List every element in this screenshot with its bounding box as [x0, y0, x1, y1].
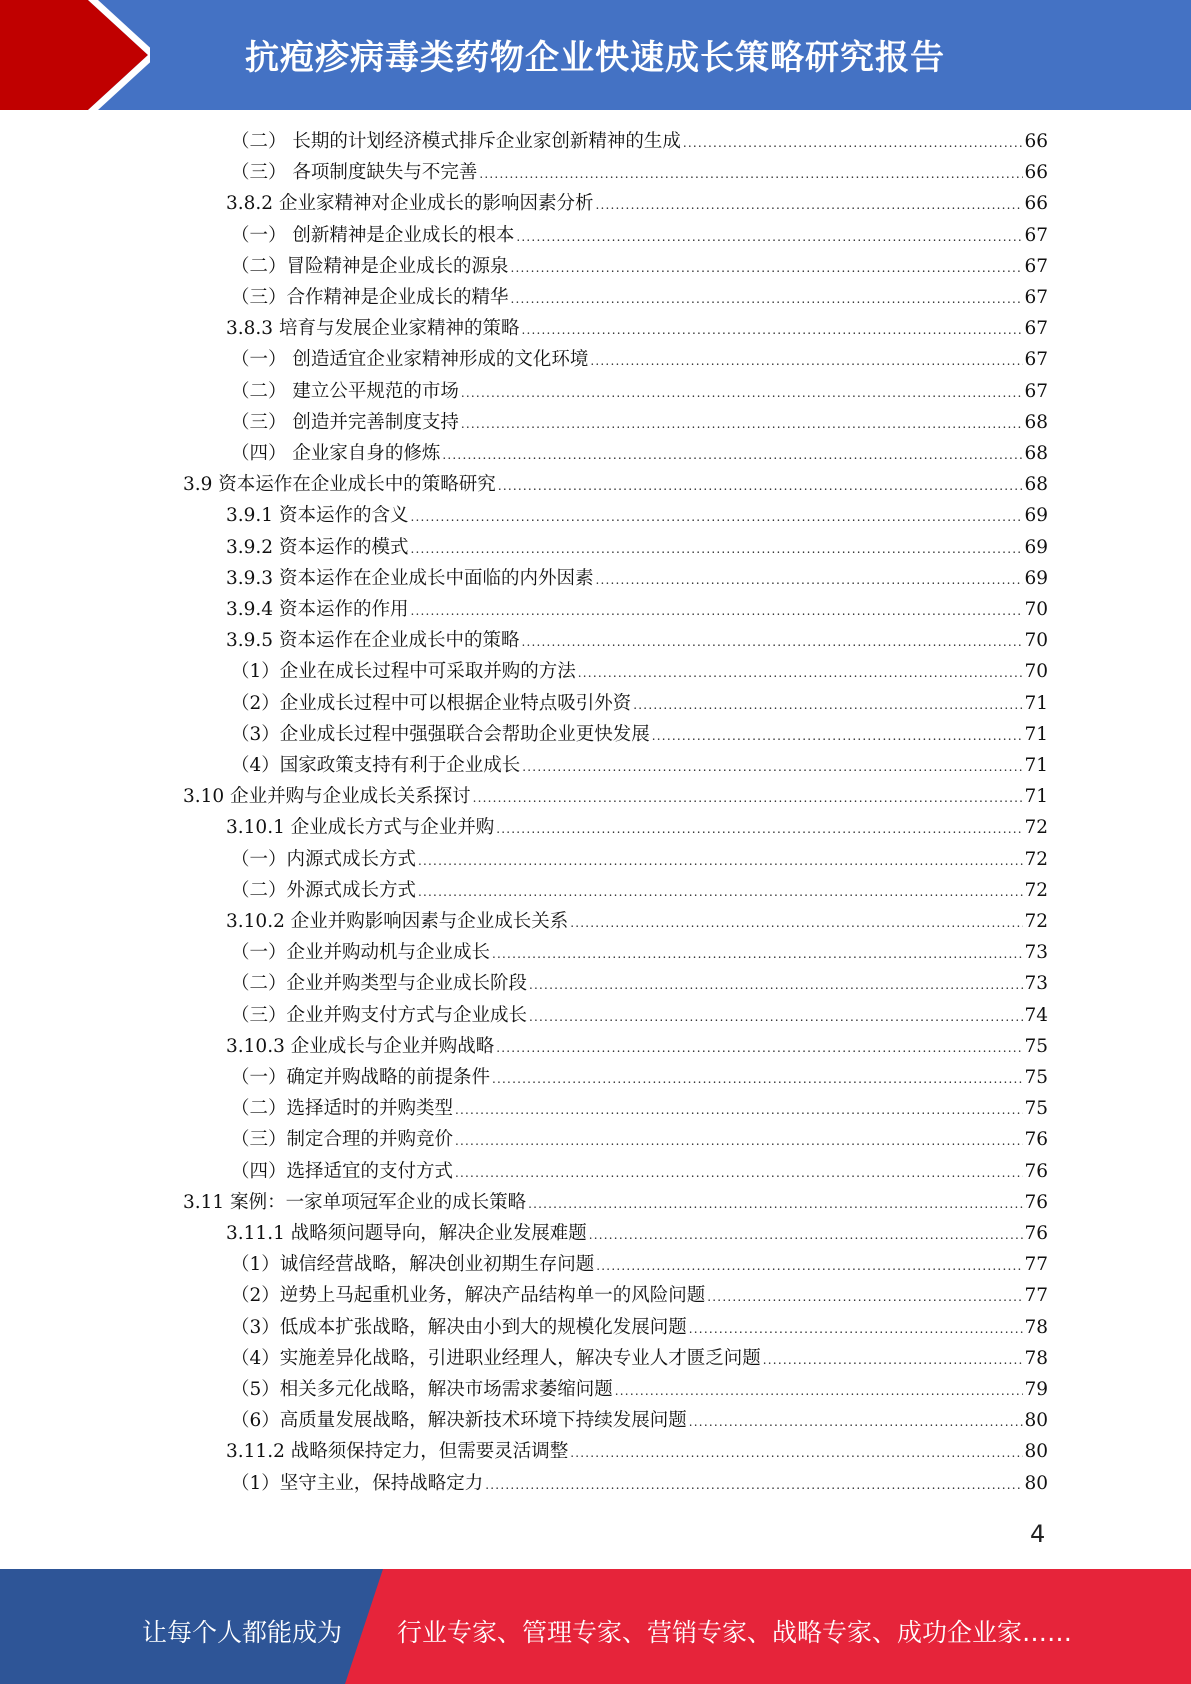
toc-entry[interactable] — [226, 1438, 1048, 1466]
toc-entry[interactable] — [231, 658, 1048, 686]
toc-entry-page: 77 — [1024, 1285, 1048, 1307]
toc-entry-page: 67 — [1024, 255, 1048, 277]
toc-entry-title: （四） 企业家自身的修炼 — [231, 443, 441, 464]
toc-entry[interactable] — [231, 1314, 1048, 1342]
toc-entry-title: （二）冒险精神是企业成长的源泉 — [231, 255, 509, 277]
toc-entry[interactable] — [226, 814, 1048, 842]
toc-leader-dots — [578, 659, 1024, 687]
toc-entry[interactable] — [231, 346, 1048, 374]
toc-entry-title: （2）逆势上马起重机业务，解决产品结构单一的风险问题 — [231, 1285, 706, 1307]
toc-entry-page: 70 — [1024, 599, 1048, 620]
toc-entry-title: （2）企业成长过程中可以根据企业特点吸引外资 — [231, 692, 632, 714]
toc-entry-page: 73 — [1024, 973, 1048, 995]
toc-entry-title: （3）低成本扩张战略，解决由小到大的规模化发展问题 — [231, 1316, 687, 1338]
toc-entry-title: （一）企业并购动机与企业成长 — [231, 942, 491, 964]
toc-leader-dots — [689, 1315, 1024, 1343]
toc-leader-dots — [410, 503, 1023, 531]
toc-leader-dots — [522, 753, 1023, 781]
toc-leader-dots — [410, 597, 1023, 625]
toc-entry-title: 3.10 企业并购与企业成长关系探讨 — [183, 786, 471, 808]
toc-leader-dots — [590, 347, 1023, 375]
toc-entry[interactable] — [231, 877, 1048, 905]
toc-entry-title: （4）国家政策支持有利于企业成长 — [231, 755, 521, 776]
toc-entry[interactable] — [226, 1220, 1048, 1248]
toc-leader-dots — [418, 878, 1023, 906]
toc-entry-title: （6）高质量发展战略，解决新技术环境下持续发展问题 — [231, 1410, 687, 1432]
toc-entry[interactable] — [231, 1002, 1048, 1030]
toc-entry-title: 3.11.1 战略须问题导向，解决企业发展难题 — [226, 1223, 587, 1244]
toc-entry[interactable] — [226, 627, 1048, 655]
toc-entry-title: （一） 创新精神是企业成长的根本 — [231, 224, 515, 246]
toc-entry[interactable] — [231, 284, 1048, 312]
page-number: 4 — [1030, 1520, 1046, 1548]
toc-entry-title: 3.8.3 培育与发展企业家精神的策略 — [226, 318, 520, 340]
toc-entry-title: 3.11 案例：一家单项冠军企业的成长策略 — [183, 1191, 527, 1213]
toc-entry[interactable] — [231, 222, 1048, 250]
toc-entry-page: 78 — [1024, 1316, 1048, 1338]
toc-entry-page: 76 — [1024, 1223, 1048, 1244]
toc-entry-title: （三）制定合理的并购竞价 — [231, 1129, 454, 1151]
toc-leader-dots — [570, 909, 1023, 937]
toc-entry[interactable] — [226, 565, 1048, 593]
toc-entry-page: 67 — [1024, 380, 1048, 402]
page-header — [0, 0, 1191, 110]
toc-leader-dots — [511, 285, 1024, 313]
toc-entry-title: 3.9.5 资本运作在企业成长中的策略 — [226, 630, 520, 652]
toc-entry[interactable] — [226, 596, 1048, 624]
toc-entry[interactable] — [231, 159, 1048, 187]
toc-entry-page: 68 — [1024, 474, 1048, 496]
toc-entry-title: （二）选择适时的并购类型 — [231, 1098, 454, 1120]
toc-leader-dots — [529, 1003, 1023, 1031]
toc-entry[interactable] — [231, 1376, 1048, 1404]
toc-entry[interactable] — [183, 783, 1048, 811]
toc-entry-page: 71 — [1024, 692, 1048, 714]
toc-leader-dots — [615, 1377, 1024, 1405]
toc-entry-title: 3.11.2 战略须保持定力，但需要灵活调整 — [226, 1441, 569, 1463]
toc-entry-page: 67 — [1024, 349, 1048, 371]
footer-slogan-left: 让每个人都能成为 — [142, 1618, 343, 1647]
toc-entry-page: 69 — [1024, 536, 1048, 558]
toc-entry[interactable] — [231, 721, 1048, 749]
toc-leader-dots — [596, 1252, 1023, 1280]
toc-leader-dots — [511, 254, 1024, 282]
toc-leader-dots — [479, 160, 1023, 188]
toc-leader-dots — [461, 379, 1024, 407]
toc-entry-page: 80 — [1024, 1410, 1048, 1432]
toc-entry-page: 68 — [1024, 411, 1048, 433]
toc-entry[interactable] — [231, 1282, 1048, 1310]
toc-entry-title: 3.10.3 企业成长与企业并购战略 — [226, 1035, 495, 1057]
toc-leader-dots — [521, 628, 1023, 656]
toc-entry-title: （三）企业并购支付方式与企业成长 — [231, 1004, 528, 1026]
toc-leader-dots — [485, 1471, 1023, 1499]
toc-leader-dots — [689, 1408, 1024, 1436]
toc-leader-dots — [652, 722, 1024, 750]
toc-entry[interactable] — [231, 1064, 1048, 1092]
toc-entry[interactable] — [226, 908, 1048, 936]
toc-entry-page: 69 — [1024, 567, 1048, 589]
toc-leader-dots — [516, 223, 1023, 251]
toc-entry-page: 71 — [1024, 755, 1048, 776]
toc-entry-title: （1）诚信经营战略，解决创业初期生存问题 — [231, 1254, 595, 1276]
toc-entry-title: （一）确定并购战略的前提条件 — [231, 1067, 491, 1088]
toc-entry-page: 74 — [1024, 1004, 1048, 1026]
toc-entry-page: 67 — [1024, 287, 1048, 308]
toc-entry-page: 67 — [1024, 224, 1048, 246]
toc-leader-dots — [496, 1034, 1023, 1062]
toc-entry-title: （二）外源式成长方式 — [231, 879, 417, 901]
toc-entry-page: 75 — [1024, 1098, 1048, 1120]
toc-entry-title: 3.9.4 资本运作的作用 — [226, 599, 409, 620]
toc-entry-page: 79 — [1024, 1379, 1048, 1400]
toc-leader-dots — [498, 472, 1024, 500]
toc-entry-title: （4）实施差异化战略，引进职业经理人，解决专业人才匮乏问题 — [231, 1347, 761, 1369]
toc-entry[interactable] — [231, 690, 1048, 718]
toc-leader-dots — [410, 535, 1023, 563]
toc-leader-dots — [473, 784, 1024, 812]
toc-entry-title: （二） 建立公平规范的市场 — [231, 380, 459, 402]
toc-entry-page: 68 — [1024, 443, 1048, 464]
toc-entry[interactable] — [183, 471, 1048, 499]
toc-entry[interactable] — [226, 1033, 1048, 1061]
toc-entry[interactable] — [231, 253, 1048, 281]
toc-entry-title: （二） 长期的计划经济模式排斥企业家创新精神的生成 — [231, 131, 681, 152]
toc-entry[interactable] — [231, 1345, 1048, 1373]
toc-entry-page: 70 — [1024, 630, 1048, 652]
toc-entry-page: 72 — [1024, 817, 1048, 839]
toc-entry[interactable] — [231, 846, 1048, 874]
toc-entry[interactable] — [231, 1095, 1048, 1123]
toc-leader-dots — [707, 1283, 1023, 1311]
toc-leader-dots — [492, 1065, 1023, 1093]
toc-entry-page: 73 — [1024, 942, 1048, 964]
toc-leader-dots — [455, 1159, 1023, 1187]
toc-entry-page: 66 — [1024, 193, 1048, 215]
toc-leader-dots — [496, 815, 1023, 843]
toc-entry-title: 3.9.2 资本运作的模式 — [226, 536, 409, 558]
toc-entry-page: 71 — [1024, 786, 1048, 808]
toc-entry-title: 3.10.2 企业并购影响因素与企业成长关系 — [226, 911, 569, 932]
toc-entry-page: 75 — [1024, 1067, 1048, 1088]
toc-leader-dots — [455, 1127, 1023, 1155]
toc-entry[interactable] — [231, 378, 1048, 406]
footer-slogan-right: 行业专家、管理专家、营销专家、战略专家、成功企业家…… — [397, 1618, 1073, 1647]
toc-entry[interactable] — [231, 1158, 1048, 1186]
toc-entry[interactable] — [231, 1126, 1048, 1154]
toc-entry-page: 80 — [1024, 1441, 1048, 1463]
toc-leader-dots — [461, 410, 1024, 438]
toc-entry-page: 67 — [1024, 318, 1048, 340]
toc-entry[interactable] — [226, 502, 1048, 530]
toc-entry-page: 72 — [1024, 879, 1048, 901]
toc-entry[interactable] — [231, 128, 1048, 156]
toc-entry-title: 3.9.3 资本运作在企业成长中面临的内外因素 — [226, 567, 594, 589]
report-title: 抗疱疹病毒类药物企业快速成长策略研究报告 — [245, 38, 945, 78]
toc-entry-title: 3.9.1 资本运作的含义 — [226, 505, 409, 527]
toc-leader-dots — [455, 1096, 1023, 1124]
toc-entry-title: （3）企业成长过程中强强联合会帮助企业更快发展 — [231, 723, 650, 745]
toc-entry-page: 69 — [1024, 505, 1048, 527]
toc-leader-dots — [595, 566, 1023, 594]
toc-entry[interactable] — [226, 190, 1048, 218]
toc-entry[interactable] — [231, 939, 1048, 967]
toc-leader-dots — [570, 1439, 1023, 1467]
toc-entry[interactable] — [231, 970, 1048, 998]
toc-entry-page: 72 — [1024, 911, 1048, 932]
toc-entry[interactable] — [183, 1189, 1048, 1217]
toc-entry-title: 3.10.1 企业成长方式与企业并购 — [226, 817, 495, 839]
toc-entry-title: （1）企业在成长过程中可采取并购的方法 — [231, 661, 576, 683]
toc-entry-title: （四）选择适宜的支付方式 — [231, 1160, 454, 1182]
toc-entry-title: （1）坚守主业，保持战略定力 — [231, 1472, 484, 1494]
toc-entry[interactable] — [226, 315, 1048, 343]
toc-leader-dots — [529, 971, 1023, 999]
toc-entry[interactable] — [231, 1407, 1048, 1435]
toc-leader-dots — [763, 1346, 1024, 1374]
toc-entry-page: 76 — [1024, 1160, 1048, 1182]
toc-entry-title: 3.9 资本运作在企业成长中的策略研究 — [183, 474, 496, 496]
toc-entry-title: （二）企业并购类型与企业成长阶段 — [231, 973, 528, 995]
toc-entry-title: （5）相关多元化战略，解决市场需求萎缩问题 — [231, 1379, 613, 1400]
toc-entry-title: （三）合作精神是企业成长的精华 — [231, 287, 509, 308]
toc-entry-page: 70 — [1024, 661, 1048, 683]
toc-leader-dots — [442, 441, 1023, 469]
toc-entry[interactable] — [226, 534, 1048, 562]
toc-entry-page: 76 — [1024, 1129, 1048, 1151]
toc-entry-page: 75 — [1024, 1035, 1048, 1057]
toc-leader-dots — [633, 691, 1023, 719]
toc-entry-title: （三） 创造并完善制度支持 — [231, 411, 459, 433]
toc-entry[interactable] — [231, 440, 1048, 468]
toc-entry[interactable] — [231, 1470, 1048, 1498]
toc-leader-dots — [521, 316, 1023, 344]
toc-entry[interactable] — [231, 752, 1048, 780]
toc-entry-page: 76 — [1024, 1191, 1048, 1213]
toc-entry-page: 66 — [1024, 131, 1048, 152]
toc-entry-page: 71 — [1024, 723, 1048, 745]
toc-leader-dots — [595, 191, 1023, 219]
toc-leader-dots — [492, 940, 1023, 968]
toc-leader-dots — [589, 1221, 1024, 1249]
toc-entry-title: （三） 各项制度缺失与不完善 — [231, 162, 478, 184]
toc-entry-page: 78 — [1024, 1347, 1048, 1369]
toc-entry-title: （一） 创造适宜企业家精神形成的文化环境 — [231, 349, 589, 371]
toc-entry-title: 3.8.2 企业家精神对企业成长的影响因素分析 — [226, 193, 594, 215]
toc-entry-page: 72 — [1024, 848, 1048, 870]
toc-leader-dots — [683, 129, 1024, 157]
toc-entry-page: 77 — [1024, 1254, 1048, 1276]
toc-entry[interactable] — [231, 1251, 1048, 1279]
toc-entry-page: 80 — [1024, 1472, 1048, 1494]
toc-entry-title: （一）内源式成长方式 — [231, 848, 417, 870]
page-footer — [0, 1569, 1191, 1684]
header-arrow-decoration — [0, 0, 150, 110]
toc-leader-dots — [418, 847, 1023, 875]
toc-leader-dots — [528, 1190, 1023, 1218]
toc-entry[interactable] — [231, 409, 1048, 437]
toc-entry-page: 66 — [1024, 162, 1048, 184]
